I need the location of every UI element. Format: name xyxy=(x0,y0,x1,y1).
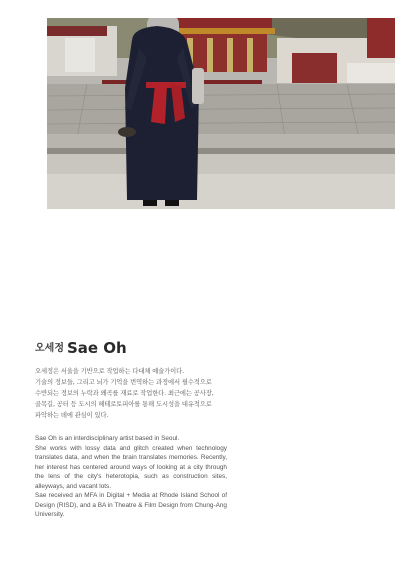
bio-korean-line: 오세정은 서울을 기반으로 작업하는 다대체 예술가이다. xyxy=(35,368,185,375)
bio-korean xyxy=(35,366,235,421)
artist-name-korean: 오세정 xyxy=(35,343,64,354)
photo-person-at-temple-courtyard-image xyxy=(47,18,395,209)
bio-korean-line: 파악하는 데에 관심이 있다. xyxy=(35,412,109,419)
artwork-photo xyxy=(47,18,395,209)
bio-english-paragraph: She works with lossy data and glitch created when technology translates data, and when the brain translates memories. Recently, her interest has centered around ways of looking at a city through the lens of the city's heterotopia, such as construction sites, alleyways, and vacant lots. xyxy=(35,444,227,490)
bio-english-paragraph: Sae received an MFA in Digital + Media at Rhode Island School of Design (RISD), and a BA in Theatre & Film Design from Chung-Ang University. xyxy=(35,492,227,518)
bio-english-paragraph: Sae Oh is an interdisciplinary artist based in Seoul. xyxy=(35,435,180,442)
artist-name-english: Sae Oh xyxy=(66,339,127,357)
bio-korean-line: 골목길, 공터 등 도시의 헤테로토피아를 통해 도시성을 대유적으로 xyxy=(35,401,212,408)
bio-korean-line: 수반되는 정보의 누락과 왜곡를 재료로 작업한다. 최근에는 공사장, xyxy=(35,390,214,397)
bio-english xyxy=(35,434,227,520)
bio-korean-line: 기술의 정보들, 그리고 뇌가 기억을 번역하는 과정에서 필수적으로 xyxy=(35,379,212,386)
artist-name xyxy=(35,326,127,358)
